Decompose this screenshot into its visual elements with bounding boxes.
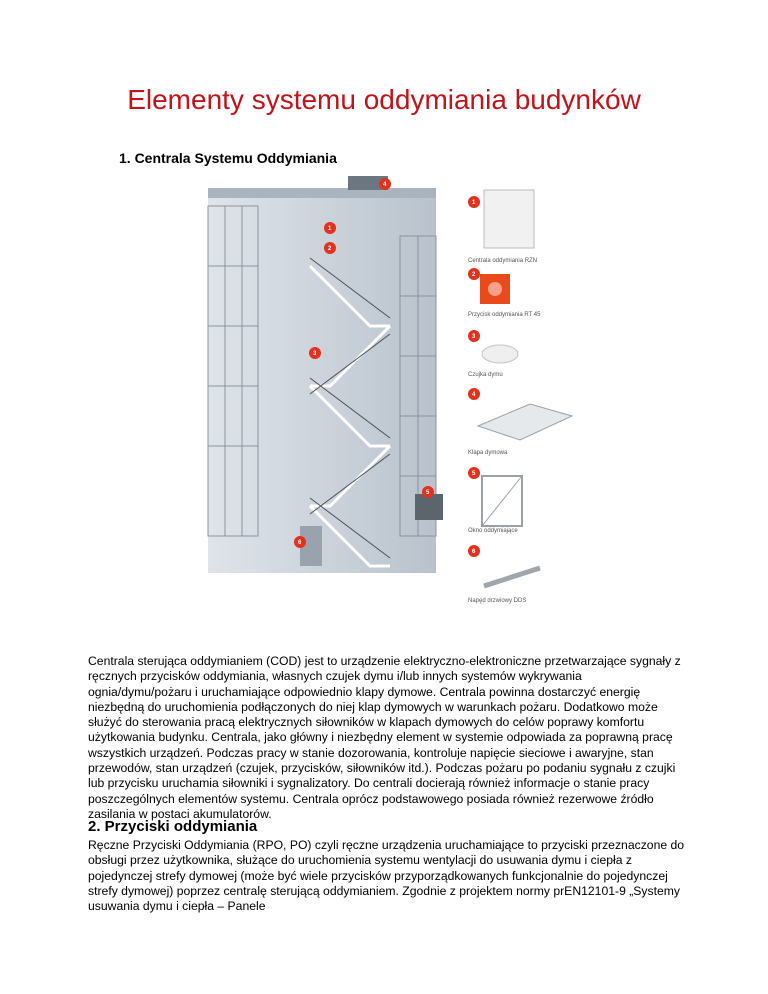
section-1-heading: 1. Centrala Systemu Oddymiania [119, 150, 337, 166]
svg-text:1: 1 [472, 200, 476, 206]
legend-item-5 [468, 467, 522, 534]
svg-text:2: 2 [472, 272, 476, 278]
stairwell-illustration [208, 176, 443, 573]
section-2-heading: 2. Przyciski oddymiania [88, 818, 258, 835]
legend-item-4 [468, 388, 572, 456]
paragraph-1: Centrala sterująca oddymianiem (COD) jest to urządzenie elektryczno-elektroniczne przetwarzające sygnały z ręcznych przycisków oddymiania, własnych czujek dymu i/lub innych systemów wykrywania ognia/dymu/pożaru i uruchamiające odpowiednio klapy dymowe. Centrala powinna dostarczyć energię niezbędną do uruchomienia podłączonych do niej klap dymowych w warunkach pożaru. Dodatkowo może służyć do sterowania pracą elektrycznych siłowników w klapach dymowych do celów poprawy komfortu użytkowania budynku. Centrala, jako główny i niezbędny element w systemie odpowiada za poprawną pracę wszystkich urządzeń. Podczas pracy w stanie dozorowania, kontroluje napięcie sieciowe i awaryjne, stan przewodów, stan urządzeń (czujek, przycisków, siłowników itd.). Podczas pożaru po podaniu sygnału z czujki lub przycisku uruchamia siłowniki i sygnalizatory. Do centrali docierają również informacje o stanie pracy poszczególnych elementów systemu. Centrala oprócz podstawowego posiada również rezerwowe źródło zasilania w postaci akumulatorów. [88, 654, 681, 821]
legend-caption-2: Przycisk oddymiania RT 45 [468, 312, 541, 318]
legend-caption-3: Czujka dymu [468, 372, 503, 378]
legend-item-3 [468, 330, 518, 378]
door-drive-icon [484, 568, 540, 586]
svg-text:3: 3 [313, 351, 317, 357]
svg-text:5: 5 [472, 471, 476, 477]
legend-item-2 [468, 268, 541, 318]
legend-item-1 [468, 190, 537, 264]
smoke-system-figure [200, 176, 585, 616]
legend-caption-5: Okno oddymiające [468, 528, 518, 534]
svg-text:2: 2 [328, 246, 332, 252]
legend-caption-1: Centrala oddymiania RZN [468, 258, 538, 264]
svg-text:5: 5 [426, 490, 430, 496]
smoke-detector-icon [482, 345, 518, 363]
paragraph-2: Ręczne Przyciski Oddymiania (RPO, PO) czyli ręczne urządzenia uruchamiające to przyciski przeznaczone do obsługi przez użytkownika, służące do uruchomienia systemu wentylacji do usuwania dymu i ciepła z pojedynczej strefy dymowej (może być wiele przycisków przyporządkowanych funkcjonalnie do pojedynczej strefy dymowej) poprzez centralę sterującą oddymianiem. Zgodnie z projektem normy prEN12101-9 „Systemy usuwania dymu i ciepła – Panele [88, 838, 685, 914]
svg-text:4: 4 [383, 182, 387, 188]
control-panel-icon [484, 190, 534, 248]
svg-text:1: 1 [328, 226, 332, 232]
svg-text:6: 6 [472, 549, 476, 555]
svg-text:6: 6 [298, 540, 302, 546]
legend-caption-6: Napęd drzwiowy DDS [468, 598, 527, 604]
legend-caption-4: Klapa dymowa [468, 450, 508, 456]
svg-text:4: 4 [472, 392, 476, 398]
page-title: Elementy systemu oddymiania budynków [127, 84, 641, 115]
svg-text:3: 3 [472, 334, 476, 340]
legend-item-6 [468, 545, 540, 604]
smoke-hatch-icon [478, 404, 572, 440]
